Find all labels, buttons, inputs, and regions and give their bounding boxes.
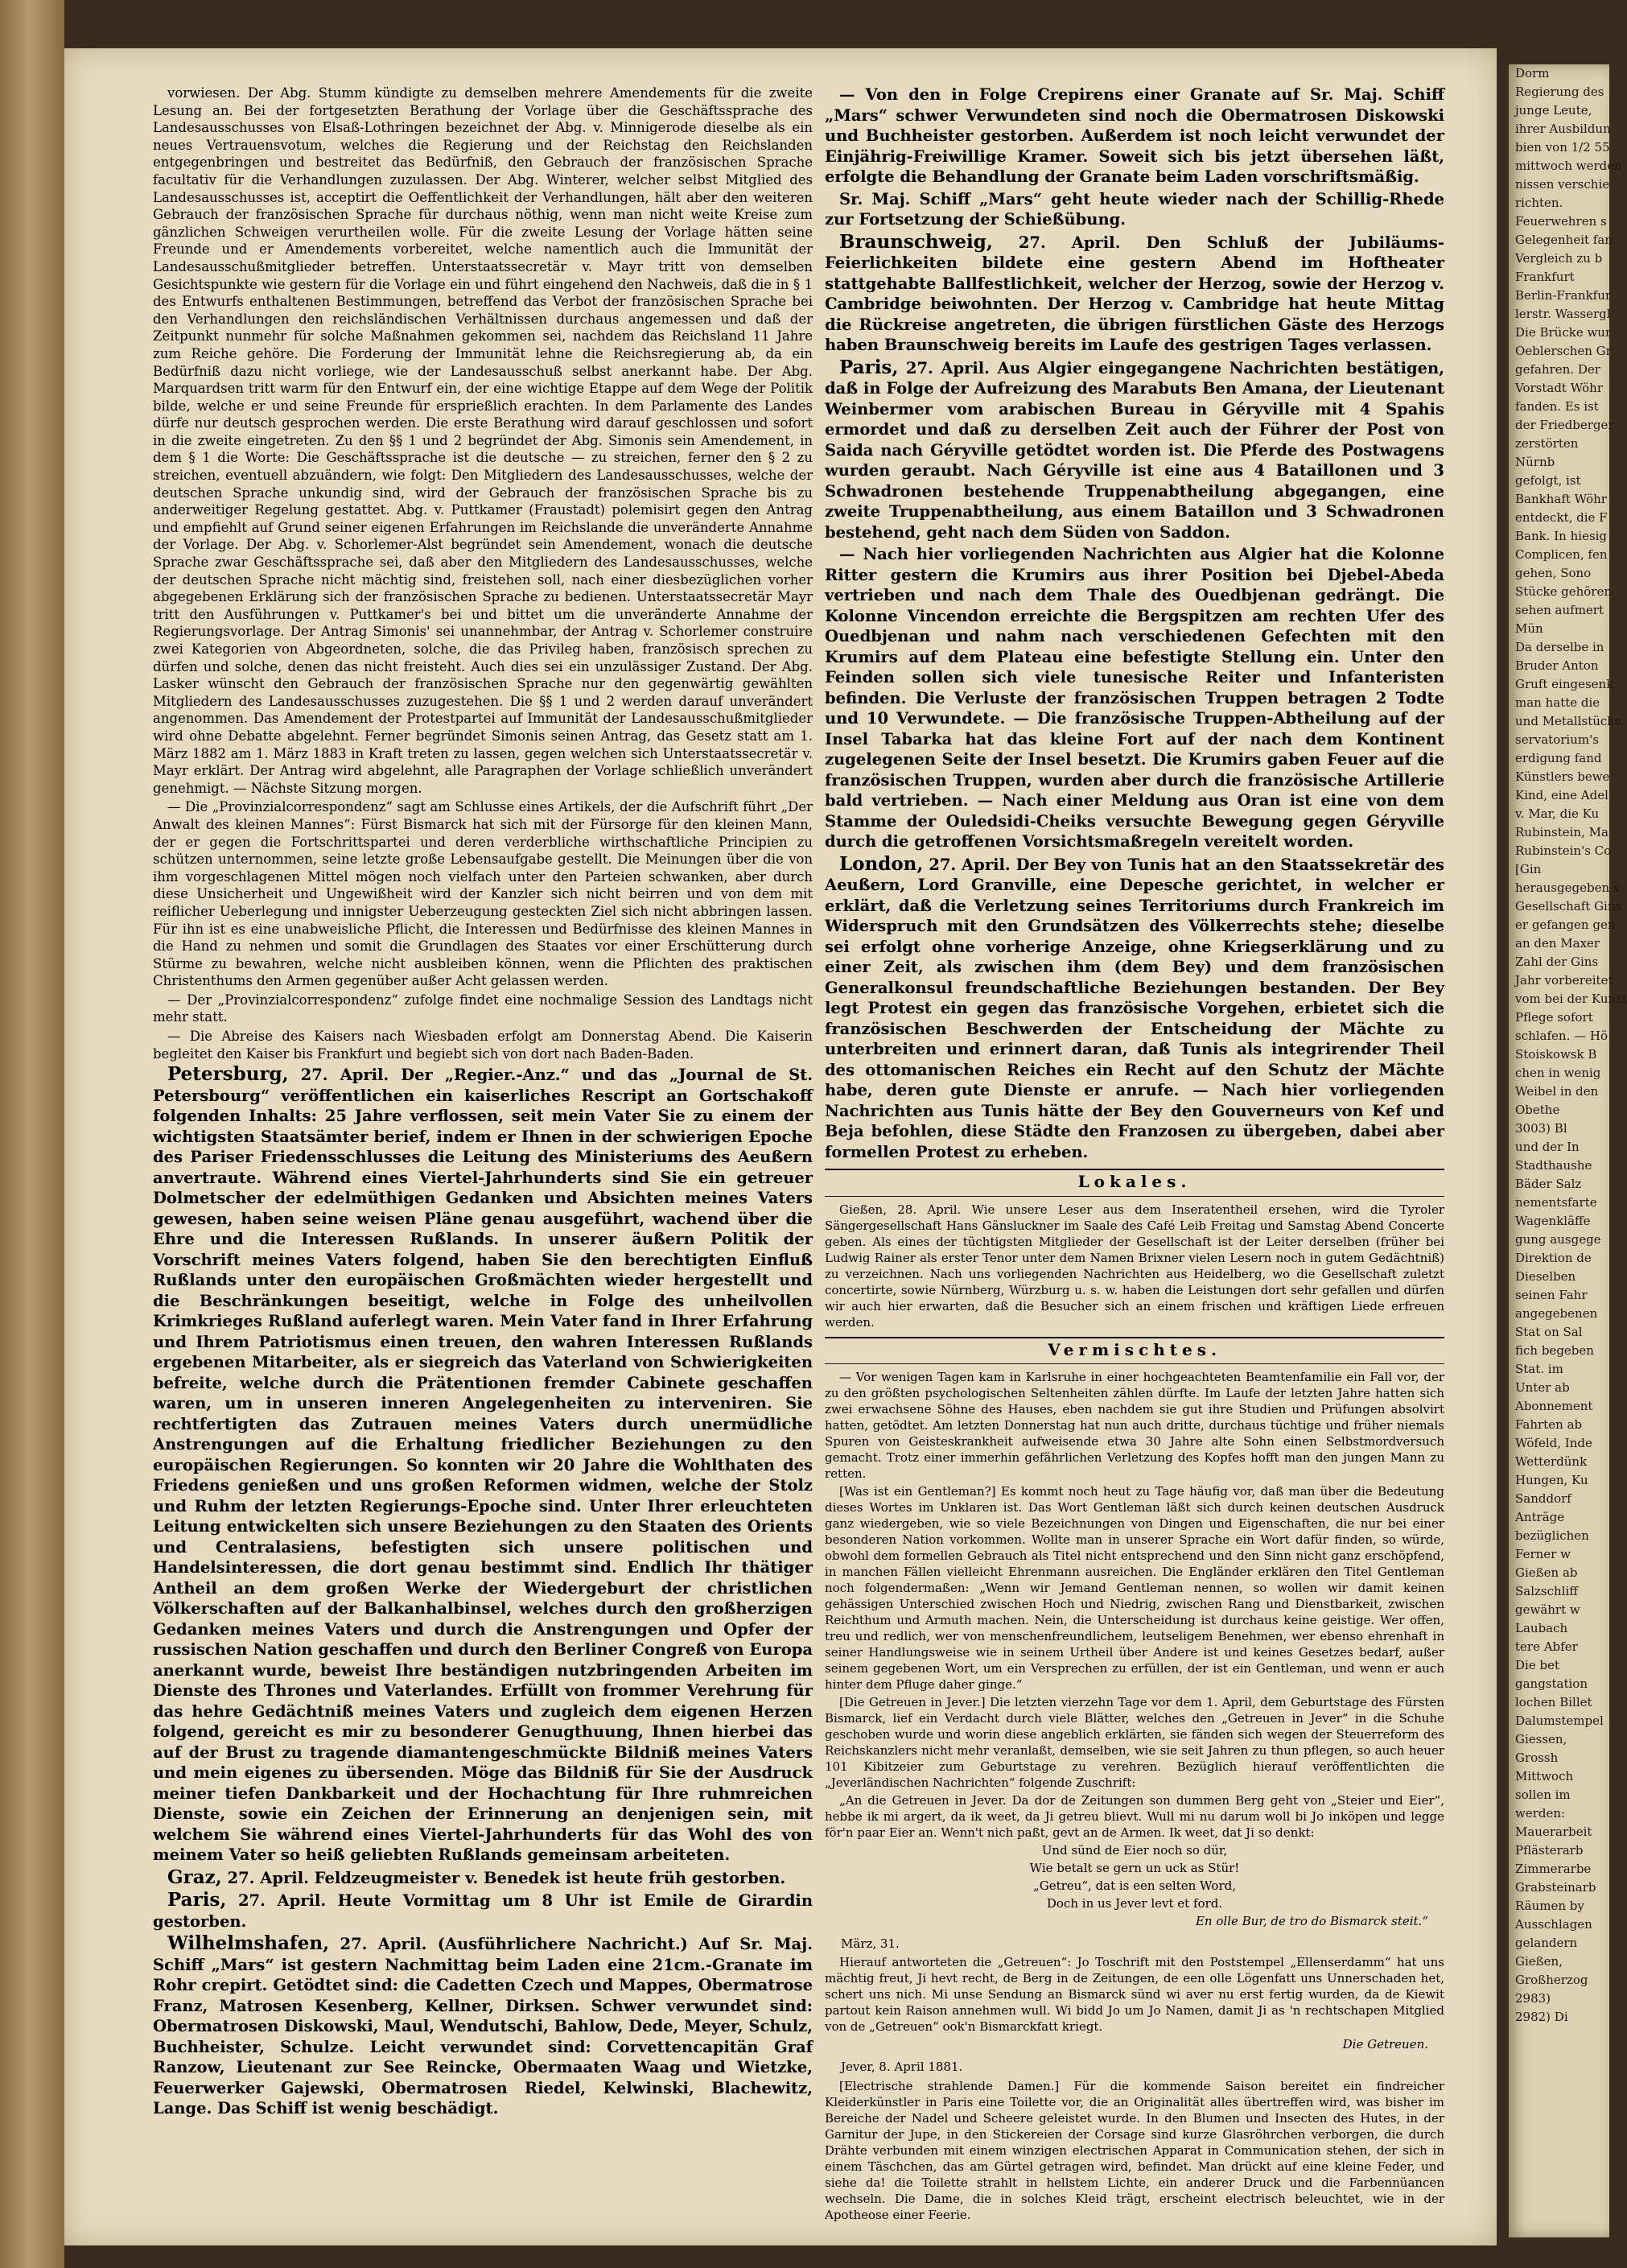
fragment-line: Weibel in den (1515, 1084, 1599, 1099)
fragment-line: lerstr. Wassergl (1515, 307, 1611, 321)
fragment-line: Mittwoch (1515, 1769, 1574, 1783)
fragment-line: gefahren. Der (1515, 362, 1600, 377)
article-kaiser-abreise: — Die Abreise des Kaisers nach Wiesbaden erfolgt am Donnerstag Abend. Die Kaiserin begleitet den Kaiser bis Frankfurt und begiebt sich von dort nach Baden-Baden. (153, 1029, 813, 1062)
fragment-line: gehen, Sono (1515, 566, 1592, 580)
verse-line: Wie betalt se gern un uck as Stür! (1029, 1861, 1240, 1876)
dateline-london: London, (839, 852, 924, 875)
fragment-line: bezüglichen (1515, 1528, 1589, 1543)
fragment-line: Hungen, Ku (1515, 1473, 1588, 1487)
dateline-paris-algier: Paris, (839, 356, 899, 378)
fragment-line: Laubach (1515, 1621, 1568, 1635)
article-getreuen-jever: [Die Getreuen in Jever.] Die letzten vierzehn Tage vor dem 1. April, dem Geburtstage des Fürsten Bismarck, lief ein Verdacht durch viele Blätter, welches den „Getreuen in Jever“ in die Schuhe geschoben wurde und worin diese angeblich erklärten, sie fänden sich wegen der Steuerreform des Reichskanzlers nicht mehr veranlaßt, demselben, wie sie seit Jahren zu thun pflegen, so auch heuer 101 Kibitzeier zum Geburtstage zu verehren. Bezüglich hierauf veröffentlichten die „Jeverländischen Nachrichten“ folgende Zuschrift: (825, 1695, 1444, 1791)
fragment-line: Mauerarbeit (1515, 1825, 1592, 1839)
fragment-line: Gesellschaft Gins (1515, 899, 1622, 913)
fragment-line: Salzschliff (1515, 1584, 1578, 1598)
fragment-line: gewährt w (1515, 1602, 1580, 1617)
fragment-line: Jahr vorbereitet (1515, 973, 1613, 988)
article-krumirs: — Nach hier vorliegenden Nachrichten aus Algier hat die Kolonne Ritter gestern die Krumirs aus ihrer Position bei Djebel-Abeda vertrieben und nach dem Thale des Ouedbjenan gedrängt. Die Kolonne Vincendon erreichte die Bergspitzen am rechten Ufer des Ouedbjenan und nahm nach verschiedenen Gefechten mit den Krumirs auf dem Plateau eine befestigte Stellung ein. Unter den Feinden sollen sich viele tunesische Reiter und Infanteristen befinden. Die Verluste der französischen Truppen betragen 2 Todte und 10 Verwundete. — Die französische Truppen-Abtheilung auf der Insel Tabarka hat das kleine Fort auf der nach dem Kontinent zugelegenen Seite der Insel besetzt. Die Krumirs gaben Feuer auf die französischen Truppen, wurden aber durch die französische Artillerie bald vertrieben. — Nach einer Meldung aus Oran ist eine von dem Stamme der Ouledsidi-Cheiks versuchte Bewegung gegen Géryville durch die getroffenen Vorsichtsmaßregeln vereitelt worden. (825, 545, 1444, 851)
fragment-line: 2982) Di (1515, 2010, 1568, 2024)
fragment-line: fanden. Es ist (1515, 399, 1599, 414)
fragment-line: man hatte die (1515, 695, 1600, 710)
dateline-graz: Graz, (167, 1866, 222, 1888)
fragment-line: werden: (1515, 1806, 1566, 1821)
fragment-line: [Gin (1515, 862, 1542, 876)
fragment-line: Großherzog (1515, 1973, 1588, 1987)
dateline-braunschweig: Braunschweig, (839, 230, 993, 253)
article-petersburg: Petersburg, 27. April. Der „Regier.-Anz.“ und das „Journal de St. Petersbourg“ veröffentlichen ein kaiserliches Rescript an Gortschakoff folgenden Inhalts: 25 Jahre verflossen, seit mein Vater Sie zu einem der wichtigsten Staatsämter berief, indem er Ihnen in der schwierigen Epoche des Pariser Friedensschlusses die Leitung des Ministeriums des Aeußern anvertraute. Während eines Viertel-Jahrhunderts sind Sie ein getreuer Dolmetscher der edelmüthigen Gedanken und Absichten meines Vaters gewesen, haben seine weisen Pläne genau ausgeführt, wachend über die Ehre und die Interessen Rußlands. In unserer äußern Politik der Vorschrift meines Vaters folgend, haben Sie den berechtigten Einfluß Rußlands unter den europäischen Großmächten wieder hergestellt und die Beschränkungen beseitigt, welche in Folge des unheilvollen Krimkrieges Rußland auferlegt waren. Mein Vater fand in Ihrer Erfahrung und Ihrem Patriotismus einen treuen, den wahren Interessen Rußlands ergebenen Mitarbeiter, als er siegreich das Vaterland von Schwierigkeiten befreite, welche durch die Prätentionen fremder Cabinete geschaffen waren, um in unseren inneren Angelegenheiten zu interveniren. Sie rechtfertigten das Zutrauen meines Vaters durch unermüdliche Anstrengungen auf die Erhaltung friedlicher Beziehungen zu den europäischen Regierungen. So konnten wir 20 Jahre die Wohlthaten des Friedens genießen und uns großen Reformen widmen, welche der Stolz und Ruhm der letzten Regierungs-Epoche sind. Unter Ihrer erleuchteten Leitung entwickelten sich unsere Beziehungen zu den Staaten des Orients und Centralasiens, befestigten sich unsere politischen und Handelsinteressen, die dort genau bestimmt sind. Endlich Ihr thätiger Antheil an dem großen Werke der Wiedergeburt der christlichen Völkerschaften auf der Balkanhalbinsel, welches durch den großherzigen Gedanken meines Vaters und durch die Anstrengungen und Opfer der russischen Nation geschaffen und durch den Berliner Congreß von Europa anerkannt wurde, beweist Ihre beständigen nutzbringenden Arbeiten im Dienste des Thrones und Vaterlandes. Erfüllt von frommer Verehrung für das hehre Gedächtniß meines Vaters und zugleich dem eigenen Herzen folgend, gereicht es mir zu besonderer Genugthuung, Ihnen hierbei das auf der Brust zu tragende diamantengeschmückte Bildniß meines Vaters und mein eigenes zu übersenden. Möge das Bildniß für Sie der Ausdruck meiner tiefen Dankbarkeit und der Hochachtung für Ihre ruhmreichen Dienste, sowie ein Zeichen der Erinnerung an denjenigen sein, mit welchem Sie während eines Viertel-Jahrhunderts für das Wohl des von meinem Vater so heiß geliebten Rußlands gemeinsam arbeiteten. (153, 1063, 814, 1865)
section-divider (825, 1169, 1444, 1170)
fragment-line: gung ausgege (1515, 1232, 1601, 1247)
fragment-line: Vorstadt Wöhr (1515, 381, 1603, 395)
section-divider-thin (825, 1363, 1444, 1364)
fragment-line: Obethe (1515, 1103, 1560, 1117)
book-binding (0, 0, 64, 2268)
fragment-line: Unter ab (1515, 1380, 1570, 1395)
fragment-line: Fahrten ab (1515, 1417, 1583, 1432)
fragment-line: Stoiskowsk B (1515, 1047, 1597, 1062)
adjacent-page-fragment (1509, 64, 1627, 2237)
fragment-line: gelandern (1515, 1936, 1578, 1950)
fragment-line: Die bet (1515, 1658, 1559, 1672)
fragment-line: Frankfurt (1515, 270, 1575, 284)
fragment-line: gangstation (1515, 1676, 1588, 1691)
fragment-line: angegebenen (1515, 1306, 1598, 1321)
article-giessen: Gießen, 28. April. Wie unsere Leser aus dem Inseratentheil ersehen, wird die Tyroler Sängergesellschaft Hans Gänsluckner im Saale des Café Leib Freitag und Samstag Abend Concerte geben. Als eines der tüchtigsten Mitglieder der Gesellschaft ist der Leiter derselben (früher bei Ludwig Rainer als erster Tenor unter dem Namen Brixner vielen Lesern noch in gutem Gedächtniß) zu verzeichnen. Nach uns vorliegenden Nachrichten aus Heidelberg, wo die Gesellschaft zuletzt concertirte, sowie Nürnberg, Würzburg u. s. w. haben die Leistungen dort sehr gefallen und dürfen wir auch hier erwarten, daß die Besucher sich an einem frischen und kräftigen Liede erfreuen werden. (825, 1202, 1444, 1330)
fragment-line: mittwoch werden (1515, 159, 1622, 173)
fragment-line: Bruder Anton (1515, 658, 1599, 673)
fragment-line: Zahl der Gins (1515, 955, 1599, 969)
fragment-line: richten. (1515, 196, 1563, 210)
fragment-line: Bankhaft Wöhr (1515, 492, 1607, 506)
fragment-line: Stücke gehören (1515, 584, 1612, 599)
fragment-line: Dieselben (1515, 1269, 1576, 1284)
fragment-line: Pflästerarb (1515, 1843, 1584, 1858)
fragment-line: Regierung des (1515, 85, 1604, 99)
fragment-line: Gelegenheit fan (1515, 233, 1613, 247)
article-electrische-damen: [Electrische strahlende Damen.] Für die kommende Saison bereitet ein findreicher Kleiderkünstler in Paris eine Toilette vor, die an Originalität alles übertreffen wird, was bisher im Bereiche der Nadel und Scheere geleistet wurde. In den Blumen und Insecten des Hutes, in der Garnitur der Jupe, in den Stickereien der Corsage sind kurze Glasröhrchen verborgen, die durch Drähte verbunden mit einem winzigen electrischen Apparat in Communication stehen, der sich in einem Täschchen, das am Gürtel getragen wird, befindet. Man drückt auf eine kleine Feder, und siehe da! die Toilette strahlt in hellstem Lichte, ein anderer Druck und die Farbennüancen wechseln. Die Dame, die in solches Kleid trägt, erscheint electrisch beleuchtet, wie in der Apotheose einer Feerie. (825, 2078, 1444, 2222)
fragment-line: nementsfarte (1515, 1195, 1597, 1210)
verse-line: Doch in us Jever levt et ford. (1046, 1896, 1223, 1911)
article-mars-verwundete: — Von den in Folge Crepirens einer Granate auf Sr. Maj. Schiff „Mars“ schwer Verwundeten sind noch die Obermatrosen Diskowski und Buchheister gestorben. Außerdem ist noch leicht verwundet der Einjährig-Freiwillige Kramer. Soweit sich bis jetzt übersehen läßt, erfolgte die Behandlung der Granate beim Laden vorschriftsmäßig. (825, 85, 1444, 186)
fragment-line: vom bei der Kunst (1515, 992, 1627, 1006)
article-paris-algier: Paris, 27. April. Aus Algier eingegangene Nachrichten bestätigen, daß in Folge der Aufreizung des Marabuts Ben Amana, der Lieutenant Weinbermer vom arabischen Bureau in Géryville mit 4 Spahis ermordet und daß zu derselben Zeit auch der Führer der Post von Saida nach Géryville getödtet worden ist. Die Pferde des Postwagens wurden geraubt. Nach Géryville ist eine aus 4 Bataillonen und 3 Schwadronen bestehende Truppenabtheilung abgegangen, eine zweite Truppenabtheilung, aus einem Bataillon und 3 Schwadronen bestehend, geht nach dem Süden von Saddon. (825, 356, 1444, 542)
fragment-line: nissen verschie (1515, 177, 1610, 192)
article-london: London, 27. April. Der Bey von Tunis hat an den Staatssekretär des Aeußern, Lord Granville, eine Depesche gerichtet, in welcher er erklärt, daß die Verletzung seines Territoriums durch Frankreich im Widerspruch mit den Grundsätzen des Völkerrechts stehe; dieselbe sei erfolgt ohne vorherige Anzeige, ohne Kriegserklärung und zu einer Zeit, als zwischen ihm (dem Bey) und dem französischen Generalkonsul freundschaftliche Beziehungen bestanden. Der Bey legt Protest ein gegen das französische Vorgehen, erbietet sich die französischen Beschwerden der Entscheidung der Mächte zu unterbreiten und erinnert daran, daß Tunis als integrirender Theil des ottomanischen Reiches ein Recht auf den Schutz der Mächte habe, deren gute Dienste er anrufe. — Nach hier vorliegenden Nachrichten aus Tunis hätte der Bey den Gouverneurs von Kef und Beja befohlen, diese Städte den Franzosen zu übergeben, dabei aber formellen Protest zu erheben. (825, 852, 1444, 1161)
article-getreuen-answer: Hierauf antworteten die „Getreuen“: Jo Toschrift mit den Poststempel „Ellenserdamm“ hat uns mächtig freut, Ji hevt recht, de Berg in de Zeitungen, de een olle Lögenfatt uns Unnerschaden het, schert uns nich. Mi unse Sendung an Bismarck sünd wi aver nu erst fertig wurden, da de Kiewit partout kein Raison annehmen wull. Wi bidd Jo um Jo Namen, damit Ji as 'n rechtschapen Mitglied von de „Getreuen“ ook'n Bismarckfatt kriegt. (825, 1955, 1444, 2035)
article-wilhelmshafen: Wilhelmshafen, 27. April. (Ausführlichere Nachricht.) Auf Sr. Maj. Schiff „Mars“ ist gestern Nachmittag beim Laden eine 21cm.-Granate im Rohr crepirt. Getödtet sind: die Cadetten Czech und Mappes, Obermatrose Franz, Matrosen Kesenberg, Kellner, Dirksen. Schwer verwundet sind: Obermatrosen Diskowski, Maul, Wendutschi, Bahlow, Dede, Meyer, Schulz, Buchheister, Schulze. Leicht verwundet sind: Corvettencapitän Graf Ranzow, Lieutenant zur See Reincke, Obermaaten Waag und Wietzke, Feuerwerker Gajewski, Obermatrosen Riedel, Kelwinski, Blachewitz, Lange. Das Schiff ist wenig beschädigt. (153, 1932, 813, 2118)
fragment-line: 2983) (1515, 1991, 1551, 2006)
section-heading-lokales: Lokales. (1077, 1172, 1192, 1191)
section-heading-vermischtes: Vermischtes. (1048, 1339, 1221, 1359)
fragment-line: der Friedberger (1515, 418, 1614, 432)
fragment-line: Sanddorf (1515, 1491, 1571, 1506)
fragment-line: tere Abfer (1515, 1639, 1578, 1654)
fragment-line: Rubinstein's Co (1515, 843, 1612, 858)
fragment-line: Pflege sofort (1515, 1010, 1593, 1025)
fragment-line: Wöfeld, Inde (1515, 1436, 1592, 1450)
dateline-petersburg: Petersburg, (167, 1063, 289, 1086)
fragment-line: Oeblerschen Gr (1515, 344, 1612, 358)
fragment-line: Gruft eingesenk (1515, 677, 1614, 691)
fragment-line: Räumen by (1515, 1899, 1584, 1913)
fragment-line: seinen Fahr (1515, 1288, 1588, 1302)
verse-line: „Getreu“, dat is een selten Word, (1032, 1878, 1237, 1894)
fragment-line: Stat on Sal (1515, 1325, 1583, 1339)
fragment-line: zerstörten (1515, 436, 1579, 451)
fragment-line: schlafen. — Hö (1515, 1029, 1608, 1043)
fragment-line: lochen Billet (1515, 1695, 1592, 1709)
article-graz: Graz, 27. April. Feldzeugmeister v. Benedek ist heute früh gestorben. (167, 1866, 786, 1888)
fragment-line: Dorm (1515, 66, 1550, 80)
fragment-line: Rubinstein, Ma (1515, 825, 1608, 839)
fragment-line: er gefangen gen (1515, 918, 1616, 932)
fragment-line: Stadthaushe (1515, 1158, 1592, 1173)
fragment-line: Bäder Salz (1515, 1177, 1582, 1191)
dateline-paris: Paris, (167, 1889, 227, 1911)
fragment-line: sehen aufmert (1515, 603, 1604, 617)
fragment-line: sollen im (1515, 1788, 1571, 1802)
fragment-line: Mün (1515, 621, 1543, 636)
fragment-line: Ferner w (1515, 1547, 1571, 1561)
fragment-line: Wetterdünk (1515, 1454, 1588, 1469)
section-divider (825, 1337, 1444, 1338)
fragment-line: Abonnement (1515, 1399, 1593, 1413)
fragment-line: an den Maxer (1515, 936, 1600, 950)
section-divider-thin (825, 1196, 1444, 1197)
article-getreuen-letter: „An die Getreuen in Jever. Da dor de Zeitungen son dummen Berg geht von „Steier und Eier“, hebbe ik mi argert, da ik weet, da Ji getreu blievt. Wull mi nu darum woll bi Jo inköpen und legge för'n paar Eier an. Wenn't nich paßt, gevt an de Armen. Ik weet, dat Ji so denkt: (825, 1793, 1444, 1841)
fragment-line: junge Leute, (1515, 103, 1592, 118)
fragment-line: Giessen, (1515, 1732, 1567, 1746)
left-column (153, 85, 813, 2153)
article-braunschweig: Braunschweig, 27. April. Den Schluß der Jubiläums-Feierlichkeiten bildete eine gestern Abend im Hoftheater stattgehabte Ballfestlichkeit, welcher der Herzog, sowie der Herzog v. Cambridge beiwohnten. Der Herzog v. Cambridge hat heute Mittag die Rückreise angetreten, die übrigen fürstlichen Gäste des Herzogs haben Braunschweig bereits im Laufe des gestrigen Tages verlassen. (825, 230, 1444, 354)
fragment-line: Stat. im (1515, 1362, 1563, 1376)
dateline-wilhelmshafen: Wilhelmshafen, (167, 1932, 330, 1955)
fragment-line: ihrer Ausbildun (1515, 122, 1611, 136)
right-column (825, 85, 1444, 2222)
fragment-line: Da derselbe in (1515, 640, 1604, 654)
signature: En olle Bur, de tro do Bismarck steit.“ (1195, 1914, 1428, 1929)
fragment-line: Vergleich zu b (1515, 251, 1603, 266)
fragment-line: Bank. In hiesig (1515, 529, 1608, 543)
article-paris-girardin: Paris, 27. April. Heute Vormittag um 8 Uhr ist Emile de Girardin gestorben. (153, 1889, 813, 1931)
fragment-line: Gießen, (1515, 1954, 1563, 1969)
fragment-line: bien von 1/2 55 (1515, 140, 1610, 155)
fragment-line: Wagenkläffe (1515, 1214, 1591, 1228)
fragment-line: Complicen, fen (1515, 547, 1608, 562)
fragment-line: gefolgt, ist (1515, 473, 1581, 488)
fragment-line: entdeckt, die F (1515, 510, 1608, 525)
fragment-line: fich begeben (1515, 1343, 1594, 1358)
fragment-line: Feuerwehren s (1515, 214, 1607, 229)
article-landtag: — Der „Provinzialcorrespondenz“ zufolge findet eine nochmalige Session des Landtags nicht mehr statt. (153, 992, 813, 1025)
article-reichstag: vorwiesen. Der Abg. Stumm kündigte zu demselben mehrere Amendements für die zweite Lesung an. Bei der fortgesetzten Berathung der Vorlage über die Geschäftssprache des Landesausschusses von Elsaß-Lothringen bezeichnet der Abg. v. Minnigerode dieselbe als ein neues Vertrauensvotum, welches die Regierung und der Reichstag den Reichslanden entgegenbringen und bestreitet das Bedürfniß, den Gebrauch der französischen Sprache facultativ für die Verhandlungen zuzulassen. Der Abg. Winterer, welcher selbst Mitglied des Landesausschusses ist, acceptirt die Oeffentlichkeit der Verhandlungen, hält aber den weiteren Gebrauch der französischen Sprache für durchaus nöthig, wenn man nicht weite Kreise zum gänzlichen Schweigen verurtheilen wolle. Für die zweite Lesung der Vorlage hätten seine Freunde und er Amendements vorbereitet, welche namentlich auch die Immunität der Landesausschußmitglieder betreffen. Unterstaatssecretär v. Mayr tritt von demselben Gesichtspunkte wie gestern für die Vorlage ein und führt eingehend den Nachweis, daß die in § 1 des Entwurfs enthaltenen Bestimmungen, betreffend das Verbot der französischen Sprache bei den Verhandlungen den reichsländischen Verhältnissen durchaus angemessen und daß der Zeitpunkt nunmehr für solche Maßnahmen gekommen sei, nachdem das Reichsland 11 Jahre zum Reiche gehöre. Die Forderung der Immunität lehne die Reichsregierung ab, da ein Bedürfniß dazu nicht vorliege, wie der Landesausschuß selbst anerkannt habe. Der Abg. Marquardsen tritt warm für den Entwurf ein, der eine wichtige Etappe auf dem Wege der Politik bilde, welche er und seine Freunde für ersprießlich erachten. In dem Parlamente des Landes dürfe nur deutsch gesprochen werden. Die erste Berathung wird darauf geschlossen und sofort in die zweite eingetreten. Zu den §§ 1 und 2 begründet der Abg. Simonis sein Amendement, in dem § 1 die Worte: Die Geschäftssprache ist die deutsche — zu streichen, ferner den § 2 zu streichen, eventuell abzuändern, wie folgt: Den Mitgliedern des Landesausschusses, welche der deutschen Sprache unkundig sind, wird der Gebrauch der französischen Sprache bis zu anderweitiger Regelung gestattet. Abg. v. Puttkamer (Fraustadt) polemisirt gegen den Antrag und empfiehlt auf Grund seiner eigenen Erfahrungen im Reichslande die unveränderte Annahme der Vorlage. Der Abg. v. Schorlemer-Alst begründet sein Amendement, wonach die deutsche Sprache zwar Geschäftssprache sei, daß aber den Mitgliedern des Landesausschusses, welche der deutschen Sprache nicht mächtig sind, freistehen soll, nach einer diesbezüglichen vorher abgegebenen Erklärung sich der französischen Sprache zu bedienen. Unterstaatssecretär Mayr tritt den Ausführungen v. Puttkamer's bei und bittet um die unveränderte Annahme der Regierungsvorlage. Der Antrag Simonis' sei unannehmbar, der Antrag v. Schorlemer construire zwei Kategorien von Abgeordneten, solche, die das Privileg haben, französisch sprechen zu dürfen und solche, denen das nicht freisteht. Auch dies sei ein unzulässiger Zustand. Der Abg. Lasker wünscht den Gebrauch der französischen Sprache nur den gegenwärtig gewählten Mitgliedern des Landesausschusses zuzugestehen. Die §§ 1 und 2 werden darauf unverändert angenommen. Das Amendement der Protestpartei auf Immunität der Landesausschußmitglieder wird ohne Debatte abgelehnt. Ferner begründet Simonis seinen Antrag, das Gesetz statt am 1. März 1882 am 1. März 1883 in Kraft treten zu lassen, gegen welchen sich Unterstaatssecretär v. Mayr erklärt. Der Antrag wird abgelehnt, alle Paragraphen der Vorlage schließlich unverändert genehmigt. — Nächste Sitzung morgen. (153, 85, 813, 796)
letter-date: März, 31. (841, 1936, 900, 1951)
fragment-line: herausgegeben v (1515, 880, 1621, 895)
fragment-line: 3003) Bl (1515, 1121, 1567, 1136)
verse-line: Und sünd de Eier noch so dür, (1041, 1843, 1228, 1858)
fragment-line: Nürnb (1515, 455, 1555, 469)
article-gentleman: [Was ist ein Gentleman?] Es kommt noch heut zu Tage häufig vor, daß man über die Bedeutung dieses Wortes im Unklaren ist. Das Wort Gentleman läßt sich durch keinen deutschen Ausdruck ganz wiedergeben, wie so viele Bezeichnungen von Dingen und Eigenschaften, die nur bei einer besonderen Nation vorkommen. Wollte man in unserer Sprache ein Wort dafür finden, so würde, obwohl dem formellen Gebrauch als Titel nicht entsprechend und den Sinn nicht ganz erschöpfend, in manchen Fällen vielleicht Ehrenmann ausreichen. Die Engländer erklären den Titel Gentleman noch folgendermaßen: „Wenn wir Jemand Gentleman nennen, so wollen wir damit keinen gehässigen Unterschied zwischen Hoch und Niedrig, zwischen Rang und Dienstbarkeit, zwischen Reichthum und Armuth machen. Nein, die Unterscheidung ist durchaus keine geistige. Wer offen, treu und redlich, wer von menschenfreundlichem, leutseligem Benehmen, wer ebenso ehrenhaft in seiner Handlungsweise wie in seinem Urtheil über Andere ist und keines Gesetzes bedarf, außer seinem gegebenen Wort, um ein Versprechen zu erfüllen, der ist ein Gentleman, und wenn er auch hinter dem Pfluge daher ginge.“ (825, 1484, 1444, 1693)
fragment-line: Zimmerarbe (1515, 1862, 1592, 1876)
fragment-line: Grossh (1515, 1750, 1559, 1765)
fragment-line: Grabsteinarb (1515, 1880, 1596, 1895)
fragment-line: Gießen ab (1515, 1565, 1578, 1580)
fragment-line: und Metallstückc (1515, 714, 1621, 728)
fragment-line: Berlin-Frankfur (1515, 288, 1612, 303)
fragment-line: Direktion de (1515, 1251, 1592, 1265)
fragment-line: Ausschlagen (1515, 1917, 1592, 1932)
letter-date: Jever, 8. April 1881. (841, 2059, 963, 2074)
fragment-line: Dalumstempel (1515, 1713, 1604, 1728)
fragment-line: v. Mar, die Ku (1515, 806, 1600, 821)
signature: Die Getreuen. (1342, 2037, 1428, 2052)
fragment-line: Die Brücke wur (1515, 325, 1612, 340)
fragment-line: servatorium's (1515, 732, 1599, 747)
fragment-line: Anträge (1515, 1510, 1565, 1524)
fragment-line: Kind, eine Adel (1515, 788, 1608, 802)
fragment-line: und der In (1515, 1140, 1580, 1154)
article-mars-schillig: Sr. Maj. Schiff „Mars“ geht heute wieder nach der Schillig-Rhede zur Fortsetzung der Schießübung. (825, 189, 1444, 229)
adjacent-page-lines (1509, 64, 1627, 2027)
fragment-line: erdigung fand (1515, 751, 1602, 765)
article-karlsruhe: — Vor wenigen Tagen kam in Karlsruhe in einer hochgeachteten Beamtenfamilie ein Fall vor, der zu den größten psychologischen Seltenheiten zählen dürfte. Im Laufe der letzten Jahre hatten sich zwei erwachsene Söhne des Hauses, eben nachdem sie gut ihre Studien und Prüfungen absolvirt hatten, getödtet. Am letzten Donnerstag hat nun auch dritte, durchaus tüchtige und früher niemals Spuren von Geisteskrankheit aufweisende etwa 30 Jahre alte Sohn einen Selbstmordversuch gemacht. Trotz einer immerhin gefährlichen Verletzung des Kopfes hofft man den jungen Mann zu retten. (825, 1370, 1444, 1482)
fragment-line: chen in wenig (1515, 1066, 1601, 1080)
article-provinzialcorrespondenz: — Die „Provinzialcorrespondenz“ sagt am Schlusse eines Artikels, der die Aufschrift führt „Der Anwalt des kleinen Mannes“: Fürst Bismarck hat sich mit der Fürsorge für den kleinen Mann, der er gegen die Fortschrittspartei und deren verderbliche wirthschaftliche Principien zu schützen unternommen, seine letzte große Lebensaufgabe gestellt. Die Meinungen über die von ihm vorgeschlagenen Mittel mögen noch vielfach unter den Parteien schwanken, aber durch diese Unsicherheit und Ungewißheit wird der Kanzler sich nicht beirren und von dem mit reiflicher Ueberlegung und innigster Ueberzeugung gesteckten Ziel sich nicht abbringen lassen. Für ihn ist es eine unabweisliche Pflicht, die Interessen und Bedürfnisse des kleinen Mannes in die Hand zu nehmen und somit die Grundlagen des Staates vor einer Erschütterung durch Stürme zu bewahren, welche nicht ausbleiben können, wenn die Pflichten des praktischen Christenthums den Armen gegenüber außer Acht gelassen werden. (153, 799, 813, 989)
fragment-line: Künstlers bewe (1515, 769, 1610, 784)
